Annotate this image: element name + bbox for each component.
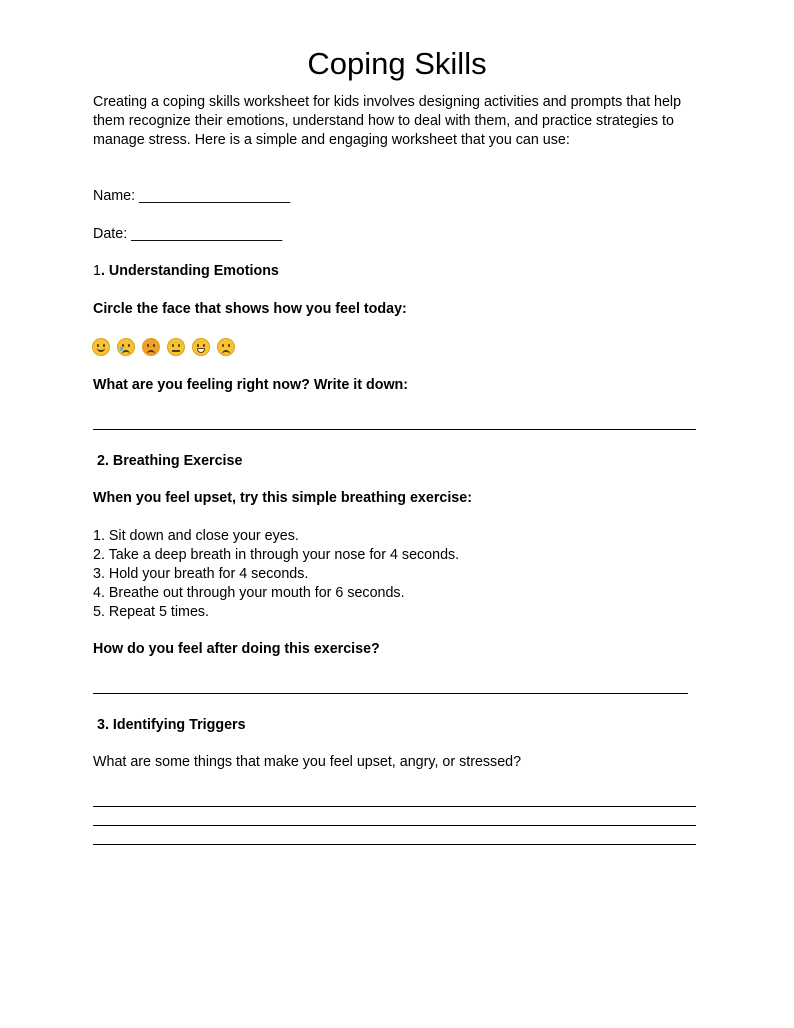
breathing-prompt: When you feel upset, try this simple breathing exercise: [93, 490, 472, 506]
page-title: Coping Skills [307, 46, 487, 81]
emotion-faces [92, 338, 235, 358]
breathing-steps [93, 527, 459, 622]
confused-face-icon[interactable] [167, 338, 185, 356]
answer-line[interactable] [93, 825, 696, 826]
date-field[interactable]: Date: ___________________ [93, 226, 283, 242]
section-3-heading: 3. Identifying Triggers [97, 717, 246, 733]
answer-line[interactable] [93, 844, 696, 845]
face-prompt: Circle the face that shows how you feel today: [93, 301, 407, 317]
answer-line[interactable] [93, 429, 696, 430]
smiling-face-icon[interactable] [92, 338, 110, 356]
list-item: 5. Repeat 5 times. [93, 604, 210, 620]
section-1-number: 1 [93, 263, 101, 279]
after-exercise-question: How do you feel after doing this exercise? [93, 641, 380, 657]
feeling-question: What are you feeling right now? Write it down: [93, 377, 409, 393]
crying-face-icon[interactable] [117, 338, 135, 356]
list-item: 2. Take a deep breath in through your nose for 4 seconds. [93, 547, 460, 563]
grinning-face-icon[interactable] [192, 338, 210, 356]
list-item: 3. Hold your breath for 4 seconds. [93, 566, 309, 582]
list-item: 1. Sit down and close your eyes. [93, 528, 299, 544]
list-item: 4. Breathe out through your mouth for 6 seconds. [93, 585, 405, 601]
section-1-heading [93, 262, 279, 281]
angry-face-icon[interactable] [142, 338, 160, 356]
section-2-heading: 2. Breathing Exercise [97, 453, 243, 469]
disappointed-face-icon[interactable] [217, 338, 235, 356]
name-field[interactable]: Name: ___________________ [93, 188, 291, 204]
triggers-question: What are some things that make you feel upset, angry, or stressed? [93, 754, 522, 770]
answer-line[interactable] [93, 693, 688, 694]
answer-line[interactable] [93, 806, 696, 807]
section-1-title: . Understanding Emotions [100, 263, 279, 279]
intro-paragraph: Creating a coping skills worksheet for kids involves designing activities and prompts that help them recognize their emotions, understand how to deal with them, and practice strategies to manage stress. Here is a simple and engaging worksheet that you can use: [93, 94, 682, 148]
